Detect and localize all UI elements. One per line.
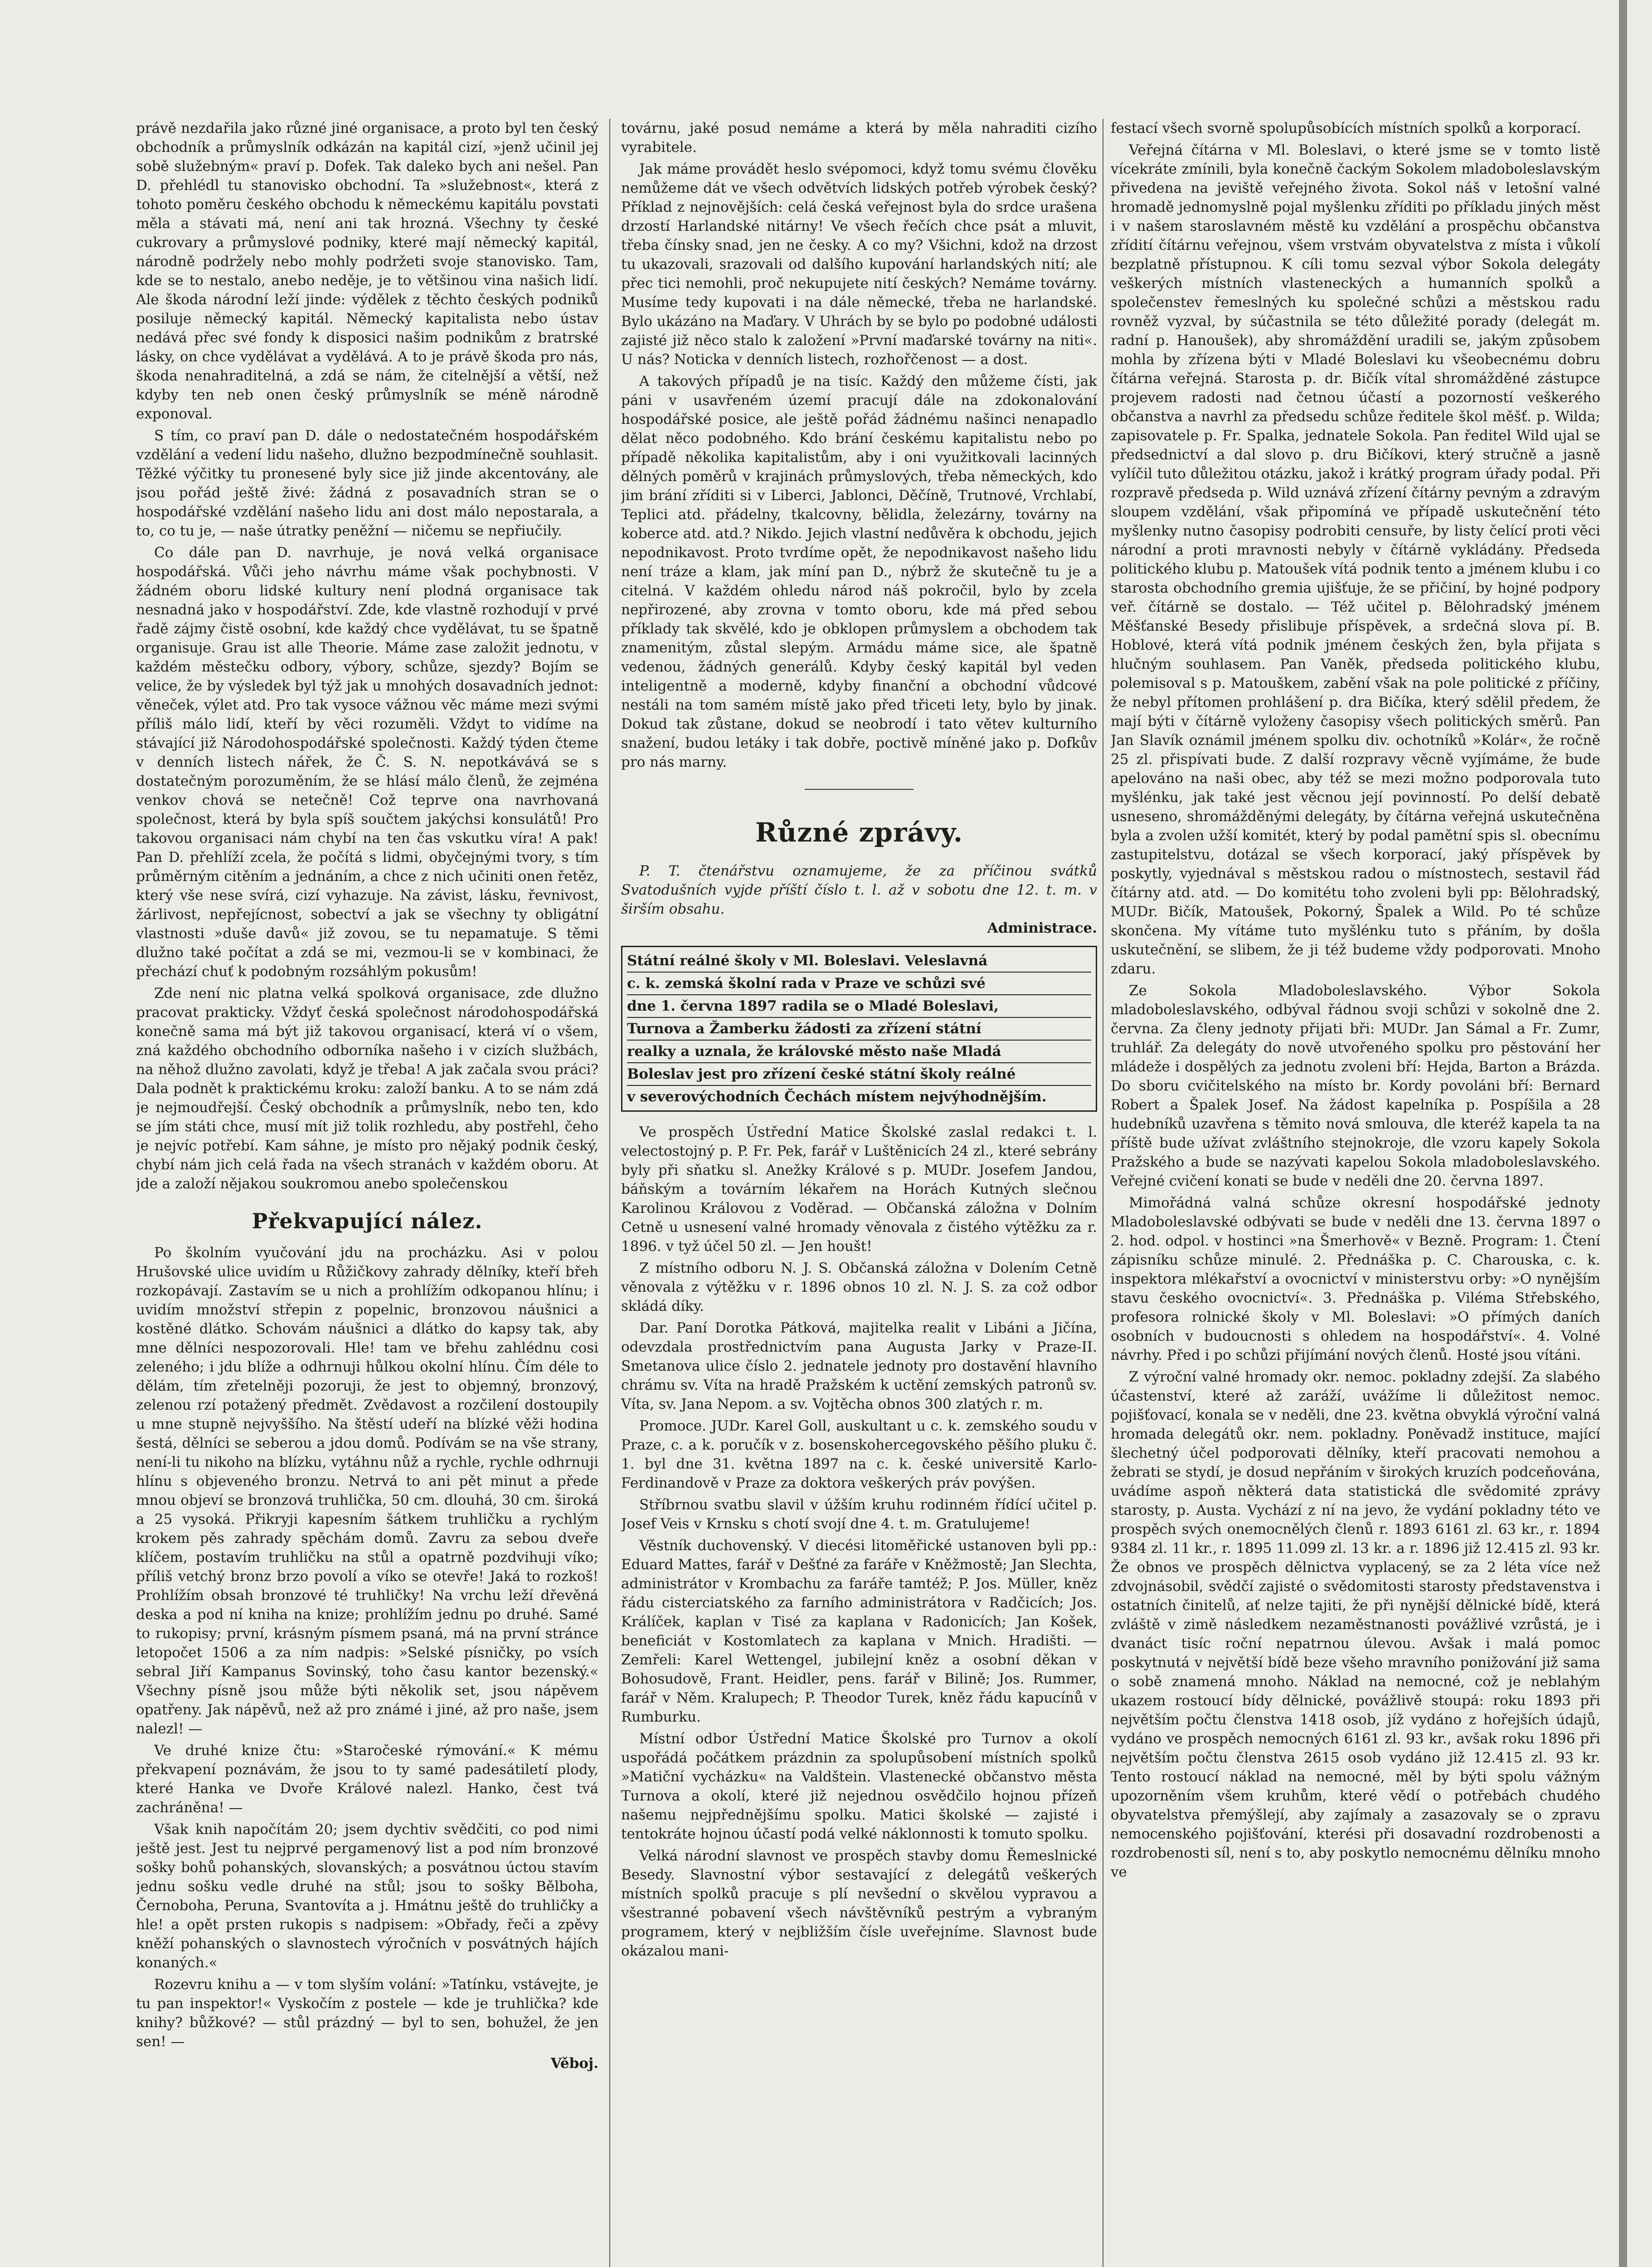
- boxed-notice-line: v severovýchodních Čechách místem nejvýhodnějším.: [627, 1089, 1047, 1105]
- news-item: festací všech svorně spolupůsobících místních spolků a korporací.: [1111, 120, 1581, 136]
- article-paragraph: továrnu, jaké posud nemáme a která by měla nahraditi cizího vyrabitele.: [621, 120, 1097, 156]
- news-item: Z místního odboru N. J. S. Občanská záložna v Dolením Cetně věnovala z výtěžku v r. 1896 obnos 10 zl. N. J. S. za což odbor skládá díky.: [621, 1260, 1097, 1314]
- article-paragraph: Jak máme provádět heslo svépomoci, když tomu svému člověku nemůžeme dát ve všech odvětvích lidských potřeb výrobek český? Příklad z nejnovějších: celá česká veřejnost byla do srdce urašena drzostí Harlandské nitárny! Ve všech řečích chce psát a mluvit, třeba čínsky snad, jen ne česky. A co my? Všichni, kdož na drzost tu ukazovali, srazovali od dalšího kupování harlandských nití; ale přec tici nemohli, proč nekupujete nití českých? Nemáme továrny. Musíme tedy kupovati i na dále německé, třeba ne harlandské. Bylo ukázáno na Maďary. V Uhrách by se bylo po podobné události zajisté již něco stalo k založení »První maďarské továrny na niti«. U nás? Noticka v denních listech, rozhořčenost — a dost.: [621, 161, 1097, 368]
- news-item: Dar. Paní Dorotka Pátková, majitelka realit v Libáni a Jičína, odevzdala prostřednictvím pana Augusta Jarky v Praze-II. Smetanova ulice číslo 2. jednatele jednoty pro dostavění hlavního chrámu sv. Víta na hradě Pražském k uctění zemských patronů sv. Víta, sv. Jana Nepom. a sv. Vojtěcha obnos 300 zlatých r. m.: [621, 1320, 1097, 1412]
- author-signature: Věboj.: [550, 2055, 598, 2072]
- news-item: Velká národní slavnost ve prospěch stavby domu Řemeslnické Besedy. Slavnostní výbor sestavající z delegátů veškerých místních spolků pracuje s plí nevšední o skvělou vypravou a všestranné pobavení všech návštěvníků pestrým a vybraným programem, který v nejbližším čísle uveřejníme. Slavnost bude okázalou mani-: [621, 1848, 1097, 1959]
- section-divider: [805, 789, 913, 790]
- news-item: Ze Sokola Mladoboleslavského. Výbor Sokola mladoboleslavského, odbýval řádnou svoji schůzi v sokolně dne 2. června. Za členy jednoty přijati bři: MUDr. Jan Sámal a Fr. Zumr, truhlář. Za delegáty do nově utvořeného spolku pro pěstování her mládeže i dospělých za jednotu zvoleni bří: Hejda, Barton a Brázda. Do sboru cvičitelského na místo br. Kordy povoláni bří: Bernard Robert a Špalek Josef. Na žádost kapelníka p. Pospíšila a 28 hudebníků uzavřena s těmito nová smlouva, dle kteréž kapela ta na příště bude užívat zvláštního stejnokroje, dle vzoru kapely Sokola Pražského a bude se nazývati kapelou Sokola mladoboleslavského. Veřejné cvičení konati se bude v neděli dne 20. června 1897.: [1111, 983, 1600, 1189]
- column-1: [136, 119, 598, 2267]
- boxed-notice-line: realky a uznala, že královské město naše Mladá: [627, 1041, 1091, 1063]
- article-paragraph: A takových případů je na tisíc. Každý den můžeme čísti, jak páni v usavřeném území pracují dále na zdokonalování hospodářské posice, ale ještě pořád žádnému našinci nenapadlo dělat něco podobného. Kdo brání českému kapitalistu nebo po případě několika kapitalistům, aby i oni využitkovali lacinných dělných poměrů v krajinách průmyslových, třeba německých, kdo jim brání zříditi si v Liberci, Jablonci, Děčíně, Trutnové, Vrchlabí, Teplici atd. přádelny, tkalcovny, bělidla, železárny, továrny na koberce atd. atd.? Nikdo. Jejich vlastní nedůvěra k obchodu, jejich nepodnikavost. Proto tvrdíme opět, že nepodnikavost našeho lidu není tráze a klam, jak míní pan D., nýbrž že skutečně tu je a citelná. V každém ohledu národ náš pokročil, bylo by zcela nepřirozené, aby zrovna v tomto oboru, kde má před sebou příklady tak skvělé, kdo je obklopen průmyslem a obchodem tak znamenitým, zůstal slepým. Armádu máme sice, ale špatně vedenou, žádných generálů. Kdyby český kapitál byl veden inteligentně a moderně, kdyby finanční a obchodní vůdcové nestáli na tom samém místě jako před třiceti lety, bylo by jinak. Dokud tak zůstane, dokud se neobrodí i tato větev kulturního snažení, budou letáky i tak dobře, poctivě míněné jako p. Dofkův pro nás marny.: [621, 373, 1097, 770]
- boxed-notice-line: c. k. zemská školní rada v Praze ve schůzi své: [627, 973, 1091, 995]
- news-item: Z výroční valné hromady okr. nemoc. pokladny zdejší. Za slabého účastenství, které až zaráží, uvážíme li důležitost nemoc. pojišťovací, konala se v neděli, dne 23. května obvyklá výroční valná hromada delegátů okr. nem. pokladny. Poněvadž instituce, mající šlechetný účel podporovati dělníky, kteří pracovati nemohou a žebrati se stydí, je dosud nepřáním v širokých kruzích podceňována, uvádíme aspoň některá data statistická dle svědomité zprávy starosty, p. Austa. Vychází z ní na jevo, že vydání pokladny této ve prospěch svých onemocnělých členů r. 1893 6161 zl. 63 kr., r. 1894 9384 zl. 11 kr., r. 1895 11.099 zl. 13 kr. a r. 1896 již 12.415 zl. 93 kr. Že obnos ve prospěch dělnictva vyplacený, se za 2 léta více než zdvojnásobil, svědčí zajisté o svědomitosti starosty představenstva i ostatních činitelů, ať nelze tajiti, že při nynější dělnické bídě, která zvláště v zimě následkem nezaměstnanosti povážlivé vzrůstá, je i dvanáct tisíc roční nepatrnou úlevou. Avšak i malá pomoc poskytnutá v největší bídě beze všeho mravního ponižování již sama o sobě znamená mnoho. Náklad na nemocné, což je neblahým ukazem rostoucí bídy dělnické, povážlivě stoupá: roku 1893 při největším počtu členstva 1418 osob, jíž vydáno z hořejších údajů, vydáno ve prospěch nemocných 6161 zl. 93 kr., avšak roku 1896 při největším počtu členstva 2615 osob vydáno již 12.415 zl. 93 kr. Tento rostoucí náklad na nemocné, měl by býti spolu vážným upozorněním všem kruhům, které vědí o potřebách chudého obyvatelstva přemýšlejí, aby zajímaly a zasazovaly se o zpravu nemocenského pojišťování, kterési při dosavadní rozdrobenosti a rozdrobenosti síl, není s to, aby poskytlo nemocnému dělníku mnoho ve: [1111, 1369, 1600, 1880]
- announcement-text: P. T. čtenářstvu oznamujeme, že za příčinou svátků Svatodušních vyjde příští číslo t. l. až v sobotu dne 12. t. m. v širším obsahu.: [621, 863, 1097, 917]
- article-paragraph: Zde není nic platna velká spolková organisace, zde dlužno pracovat prakticky. Vždyť česká společnost národohospodářská konečně sama má být již takovou organisací, která ví o všem, zná každého obchodního odborníka našeho i v cizích službách, na něhož dlužno zavolati, když je třeba! A jak začala svou práci? Dala podnět k praktickému kroku: založí banku. A to se nám zdá je nejmoudřejší. Český obchodník a průmyslník, nebo ten, kdo se jím státi chce, musí mít již tolik rozhledu, aby postřehl, čeho je nejvíc potřebí. Kam sáhne, je místo pro nějaký podnik český, chybí nám jich celá řada na všech stranách v každém oboru. At jde a založí nějakou soukromou anebo společenskou: [136, 985, 598, 1192]
- announcement-signature: Administrace.: [987, 920, 1097, 936]
- column-2: [621, 119, 1097, 2267]
- news-item: Veřejná čítárna v Ml. Boleslavi, o které jsme se v tomto listě vícekráte zmínili, byla konečně čackým Sokolem mladoboleslavským přivedena na jeviště veřejného života. Sokol náš v letošní valné hromadě jednomyslně pojal myšlenku zříditi po příkladu jiných měst i v našem staroslavném městě ku vzdělání a prospěchu občanstva zřídití čítárnu veřejnou, všem vrstvám obyvatelstva z místa i vůkolí bezplatně přístupnou. K cíli tomu sezval výbor Sokola delegáty veškerých místních vlasteneckých a humanních spolků a společenstev řemeslných ku společné schůzi a městskou radu rovněž vyzval, by súčastnila se této důležité porady (delegát m. radní p. Hanoušek), aby shromáždění uradili se, jakým způsobem mohla by zřízena býti v Mladé Boleslavi ku všeobecnému dobru čítárna veřejná. Starosta p. dr. Bičík vítal shromážděné zástupce projevem radosti nad četnou účastí a pozorností veškerého občanstva a navrhl za předsedu schůze ředitele škol měšť. p. Wilda; zapisovatele p. Fr. Spalka, jednatele Sokola. Pan ředitel Wild ujal se předsednictví a dal slovo p. dru Bičíkovi, který stručně a jasně vylíčil tuto důležitou otázku, jakož i krátký program úřady podal. Při rozpravě předseda p. Wild uznává zřízení čítárny pevným a zdravým sloupem vzdělání, však připomíná ve případě uskutečnění této myšlenky nutno časopisy podrobiti censuře, by listy čelící proti věci národní a proti mravnosti nebyly v čítárně vykládány. Předseda politického klubu p. Matoušek vítá podnik tento a jménem klubu i co starosta obchodního gremia ujišťuje, že se přičiní, by hojné podpory veř. čítárně se dostalo. — Též učitel p. Bělohradský jménem Měšťanské Besedy přislibuje příspěvek, a srdečná slova pí. B. Hoblové, která vítá podnik jménem českých žen, byla přijata s hlučným souhlasem. Pan Vaněk, předseda politického klubu, polemisoval s p. Matouškem, zabění však na pole politické z příčiny, že nebyl přítomen prohlášení p. dra Bičíka, který sdělil předem, že mají býti v čítárně vyloženy časopisy všech politických směrů. Pan Jan Slavík oznámil jménem spolku div. ochotníků »Kolár«, že ročně 25 zl. přispívati bude. Z další rozpravy věcně vyjímáme, že bude apelováno na naši obec, aby též se mezi možno podporovala tuto myšlénku, jak také jest věcnou její povinností. Po delší debatě usneseno, shromážděnými delegáty, by čítárna veřejná uskutečněna byla a zvolen užší komitét, který by podal pamětní spis sl. obecnímu zastupitelstvu, dotázal se všech korporací, jaký příspěvek by poskytly, vyjednával s městskou radou o místnostech, sestavil řád čítárny atd. atd. — Do komitétu toho zvoleni byli pp: Bělohradský, MUDr. Bičík, Matoušek, Pokorný, Špalek a Wild. Po té schůze skončena. My vítáme tuto myšlénku tuto s přáním, by došla uskutečnění, se slibem, že ji též budeme vždy podporovati. Mnoho zdaru.: [1111, 142, 1600, 977]
- boxed-notice-line: dne 1. června 1897 radila se o Mladé Boleslavi,: [627, 995, 1091, 1018]
- story-paragraph: Ve druhé knize čtu: »Staročeské rýmování.« K mému překvapení poznávám, že jsou to ty samé padesátiletí plody, které Hanka ve Dvoře Králové nalezl. Hanko, čest tvá zachráněna! —: [136, 1742, 598, 1816]
- news-item: Mimořádná valná schůze okresní hospodářské jednoty Mladoboleslavské odbývati se bude v neděli dne 13. června 1897 o 2. hod. odpol. v hostinci »na Šmerhově« v Bezně. Program: 1. Čtení zápisníku schůze minulé. 2. Přednáška p. C. Charouska, c. k. inspektora mlékařství a ovocnictví v ministerstvu orby: »O nynějším stavu českého ovocnictví«. 3. Přednáška p. Viléma Střebského, profesora rolnické školy v Ml. Boleslavi: »O přímých daních osobních v budoucnosti s ohledem na hospodářství«. 4. Volné návrhy. Před i po schůzi přijímání nových členů. Hosté jsou vítáni.: [1111, 1195, 1600, 1363]
- article-paragraph: S tím, co praví pan D. dále o nedostatečném hospodářském vzdělání a vedení lidu našeho, dlužno bezpodmínečně souhlasit. Těžké výčitky tu pronesené byly sice již jinde akcentovány, ale jsou pořád ještě živé: žádná z posavadních stran se o hospodářské vzdělání našeho lidu ani dost málo nepostarala, a to, co tu je, — naše útratky peněžní — ničemu se nepřiučily.: [136, 428, 598, 539]
- article-paragraph: Co dále pan D. navrhuje, je nová velká organisace hospodářská. Vůči jeho návrhu máme však pochybnosti. V žádném oboru lidské kultury není plodná organisace tak nesnadná jako v hospodářství. Zde, kde vlastně rozhodují v prvé řadě zájmy čistě osobní, kde každý chce vydělávat, tu se špatně organisuje. Grau ist alle Theorie. Máme zase založit jednotu, v každém městečku odbory, výbory, schůze, sjezdy? Bojím se velice, že by výsledek byl týž jak u mnohých dosavadních jednot: věneček, výlet atd. Pro tak vysoce vážnou věc máme mezi svými příliš málo lidí, kteří by věci rozuměli. Vždyt to vidíme na stávající již Národohospodářské společnosti. Každý týden čteme v denních listech nářek, že Č. S. N. nepotkávává se s dostatečným porozuměním, že se hlásí málo členů, že zejména venkov chová se netečně! Což teprve ona navrhovaná společnost, která by byla spíš součtem jakýchsi konsulátů! Pro takovou organisaci nám chybí na ten čas vskutku víra! A pak! Pan D. přehlíží zcela, že počítá s lidmi, obyčejnými tvory, s tím průměrným citěním a jednáním, a chce z nich učiniti onen řetěz, který vše nese svírá, cizí vyhazuje. Na závist, lásku, řevnivost, žárlivost, nepřejícnost, sobectví a jak se všechny ty obligátní vlastnosti »duše davů« již zovou, se tu nepamatuje. S těmi dlužno také počítat a zdá se mi, vezmou-li se v kombinaci, že přechází chuť k podobným rozsáhlým pokusům!: [136, 545, 598, 980]
- boxed-notice-line: Státní reálné školy v Ml. Boleslavi. Veleslavná: [627, 950, 1091, 973]
- story-paragraph: Po školním vyučování jdu na procházku. Asi v polou Hrušovské ulice uvidím u Růžičkovy zahrady dělníky, kteří břeh rozkopávají. Zastavím se u nich a prohlížím odkopanou hlínu; i uvidím množství střepin z popelnic, bronzovou náušnici a kostěné dlátko. Schovám náušnici a dlátko do kapsy tak, aby mne dělníci nespozorovali. Hle! tam ve břehu zahlédnu cosi zeleného; i jdu blíže a odhrnuji hůlkou okolní hlínu. Čím déle to dělám, tím zřetelněji pozoruji, že jest to objemný, bronzový, zelenou rzí potažený předmět. Zvědavost a rozčilení dostoupily u mne stupně nejvyššího. Na štěstí udeří na blízké věži hodina šestá, dělníci se seberou a jdou domů. Podívám se na vše strany, není-li tu nikoho na blízku, vytáhnu nůž a rychle, rychle odhrnuji hlínu s objeveného bronzu. Netrvá to ani pět minut a přede mnou objeví se bronzová truhlička, 50 cm. dlouhá, 30 cm. široká a 25 vysoká. Přikryji kapesním šátkem truhličku a rychlým krokem pěs zahrady spěchám domů. Zavru za sebou dveře klíčem, postavím truhličku na stůl a opatrně pozdvihuji víko; příliš vetchý bronz brzo povolí a víko se otevře! Jaká to rozkoš! Prohlížím obsah bronzové té truhličky! Na vrchu leží dřevěná deska a pod ní kniha na knize; prohlížím jednu po druhé. Samé to rukopisy; první, krásným písmem psaná, má na první stránce letopočet 1506 a za ním nadpis: »Selské písničky, po vsích sebral Jiří Kampanus Sovinský, toho času kantor bezenský.« Všechny písně jsou může býti několik set, jsou nápěvem opatřeny. Jak nápěvů, než až pro známé i jiné, až pro naše, jsem nalezl! —: [136, 1245, 598, 1737]
- boxed-notice-line: Turnova a Žamberku žádosti za zřízení státní: [627, 1018, 1091, 1041]
- news-item: Věstník duchovenský. V diecési litoměřické ustanoven byli pp.: Eduard Mattes, farář v Dešťné za faráře v Kněžmostě; Jan Slechta, administrátor v Krombachu za faráře tamtéž; P. Jos. Müller, kněz řádu cisterciatského za farního administrátora v Radčicích; Jos. Králíček, kaplan v Tisé za kaplana v Radonicích; Jan Košek, beneficiát v Kostomlatech za kaplana v Mnich. Hradišti. — Zemřeli: Karel Wettengel, jubilejní kněz a osobní děkan v Bohosudově, Frant. Heidler, pens. farář v Bilině; Jos. Rummer, farář v Něm. Kralupech; P. Theodor Turek, kněz řádu kapucínů v Rumburku.: [621, 1537, 1097, 1725]
- boxed-notice-line: Boleslav jest pro zřízení české státní školy reálné: [627, 1063, 1091, 1086]
- news-item: Místní odbor Ústřední Matice Školské pro Turnov a okolí uspořádá počátkem prázdnin za spolupůsobení místních spolků »Matiční vycházku« na Valdštein. Vlastenecké občanstvo města Turnova a okolí, které již nejednou osvědčilo hojnou přízeň našemu nejpřednějšímu spolku. Matici školské — zajisté i tentokráte hojnou účastí podá velké náklonnosti k tomuto spolku.: [621, 1731, 1097, 1842]
- story-paragraph: Rozevru knihu a — v tom slyším volání: »Tatínku, vstávejte, je tu pan inspektor!« Vyskočím z postele — kde je truhlička? kde knihy? bůžkové? — stůl prázdný — byl to sen, bohužel, že jen sen! —: [136, 1976, 598, 2050]
- boxed-notice: [621, 946, 1097, 1112]
- section-heading: Překvapující nález.: [252, 1209, 483, 1233]
- section-heading: Různé zprávy.: [755, 817, 963, 848]
- column-rule: [609, 119, 610, 2267]
- news-item: Stříbrnou svatbu slavil v úžším kruhu rodinném řídící učitel p. Josef Veis v Krnsku s chotí svojí dne 4. t. m. Gratulujeme!: [621, 1497, 1097, 1532]
- scanner-frame-edge: [1619, 0, 1627, 2267]
- news-item: Promoce. JUDr. Karel Goll, auskultant u c. k. zemského soudu v Praze, c. a k. poručík v z. bosenskohercegovského pěšího pluku č. 1. byl dne 31. května 1897 na c. k. české universitě Karlo-Ferdinandově v Praze za doktora veškerých práv povýšen.: [621, 1418, 1097, 1491]
- column-3: [1111, 119, 1600, 2267]
- article-paragraph: právě nezdařila jako různé jiné organisace, a proto byl ten český obchodník a průmyslník odkázán na kapitál cizí, »jenž učinil jej sobě služebným« praví p. Dofek. Tak daleko bych ani nešel. Pan D. přehlédl tu stanovisko obchodní. Ta »služebnost«, která z tohoto poměru českého obchodu k německému kapitálu povstati měla a stávati má, není ani tak hrozná. Všechny ty české cukrovary a průmyslové podniky, které mají německý kapitál, národně podržely nebo mohly podržeti svoje stanovisko. Tam, kde se to nestalo, anebo neděje, je to většinou vina našich lidí. Ale škoda národní leží jinde: výdělek z těchto českých podniků posiluje německý kapitál. Německý kapitalista nebo ústav nedává přec své fondy k disposici našim podnikům z bratrské lásky, on chce vydělávat a vydělává. A to je právě škoda pro nás, škoda nenahraditelná, a zdá se nám, že citelnější a větší, než kdyby ten neb onen český průmyslník se méně národně exponoval.: [136, 120, 598, 422]
- story-paragraph: Však knih napočítám 20; jsem dychtiv svědčiti, co pod nimi ještě jest. Jest tu nejprvé pergamenový list a pod ním bronzové sošky bohů pohanských, slovanských; a posvátnou úctou stavím jednu sošku vedle druhé na stůl; jsou to sošky Bělboha, Černoboha, Peruna, Svantovíta a j. Hmátnu ještě do truhličky a hle! a opět prsten rukopis s nadpisem: »Obřady, řeči a zpěvy kněží pohanských o slavnostech výročních v posvátných hájích konaných.«: [136, 1821, 598, 1971]
- news-item: Ve prospěch Ústřední Matice Školské zaslal redakci t. l. velectostojný p. P. Fr. Pek, farář v Luštěnicích 24 zl., které sebrány byly při sňatku sl. Anežky Králové s p. MUDr. Josefem Jandou, báňským a továrním lékařem na Horách Kutných slečnou Karolinou Královou z Voděrad. — Občanská záložna v Dolním Cetně u usnesení valné hromady věnovala z čistého výtěžku za r. 1896. v tyž účel 50 zl. — Jen houšt!: [621, 1124, 1097, 1255]
